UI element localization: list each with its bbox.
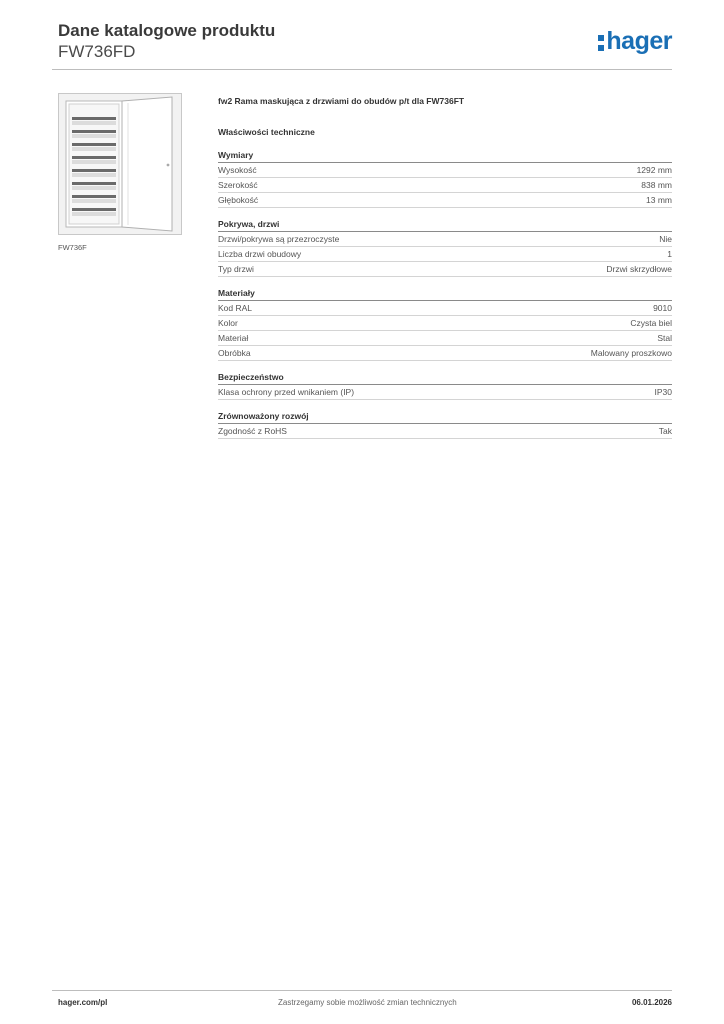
section-title: Materiały (218, 287, 672, 301)
spec-value: IP30 (654, 387, 672, 397)
spec-value: Drzwi skrzydłowe (606, 264, 672, 274)
spec-row (218, 193, 672, 208)
footer-disclaimer: Zastrzegamy sobie możliwość zmian technicznych (278, 998, 457, 1007)
section-title: Zrównoważony rozwój (218, 410, 672, 424)
document-header (58, 20, 275, 62)
spec-row (218, 331, 672, 346)
spec-label: Materiał (218, 333, 249, 343)
spec-row (218, 385, 672, 400)
spec-label: Głębokość (218, 195, 259, 205)
spec-value: 1292 mm (636, 165, 672, 175)
spec-row (218, 316, 672, 331)
spec-label: Kolor (218, 318, 238, 328)
spec-row (218, 247, 672, 262)
hager-logo (598, 24, 672, 58)
spec-sections (218, 149, 672, 439)
logo-dots-icon (598, 35, 604, 51)
spec-label: Typ drzwi (218, 264, 254, 274)
section-title: Pokrywa, drzwi (218, 218, 672, 232)
spec-label: Kod RAL (218, 303, 253, 313)
technical-properties-heading: Właściwości techniczne (218, 127, 315, 137)
footer-divider (52, 990, 672, 991)
specifications (218, 96, 672, 449)
image-caption: FW736F (58, 243, 87, 252)
footer-url[interactable]: hager.com/pl (58, 998, 108, 1007)
spec-value: 1 (667, 249, 672, 259)
spec-row (218, 178, 672, 193)
product-image (58, 93, 182, 235)
spec-value: 9010 (653, 303, 672, 313)
section-title: Bezpieczeństwo (218, 371, 672, 385)
footer-date: 06.01.2026 (631, 998, 672, 1007)
spec-label: Szerokość (218, 180, 258, 190)
section-title: Wymiary (218, 149, 672, 163)
spec-value: 13 mm (646, 195, 672, 205)
spec-row (218, 232, 672, 247)
spec-value: Nie (659, 234, 672, 244)
header-divider (52, 69, 672, 70)
spec-section (218, 218, 672, 277)
spec-value: Stal (657, 333, 672, 343)
spec-label: Liczba drzwi obudowy (218, 249, 302, 259)
spec-label: Wysokość (218, 165, 257, 175)
spec-section (218, 410, 672, 439)
document-title: Dane katalogowe produktu (58, 21, 276, 40)
spec-value: Malowany proszkowo (590, 348, 672, 358)
spec-section (218, 371, 672, 400)
spec-section (218, 287, 672, 361)
spec-section (218, 149, 672, 208)
product-code: FW736FD (58, 42, 136, 61)
spec-value: 838 mm (641, 180, 672, 190)
spec-value: Tak (658, 426, 672, 436)
spec-row (218, 301, 672, 316)
spec-row (218, 262, 672, 277)
spec-row (218, 424, 672, 439)
product-description: fw2 Rama maskująca z drzwiami do obudów p/t dla FW736FT (218, 96, 465, 106)
spec-row (218, 346, 672, 361)
spec-label: Klasa ochrony przed wnikaniem (IP) (218, 387, 355, 397)
spec-row (218, 163, 672, 178)
spec-label: Zgodność z RoHS (218, 426, 287, 436)
spec-label: Drzwi/pokrywa są przezroczyste (218, 234, 340, 244)
logo-text: hager (606, 26, 672, 55)
spec-label: Obróbka (218, 348, 251, 358)
spec-value: Czysta biel (630, 318, 672, 328)
